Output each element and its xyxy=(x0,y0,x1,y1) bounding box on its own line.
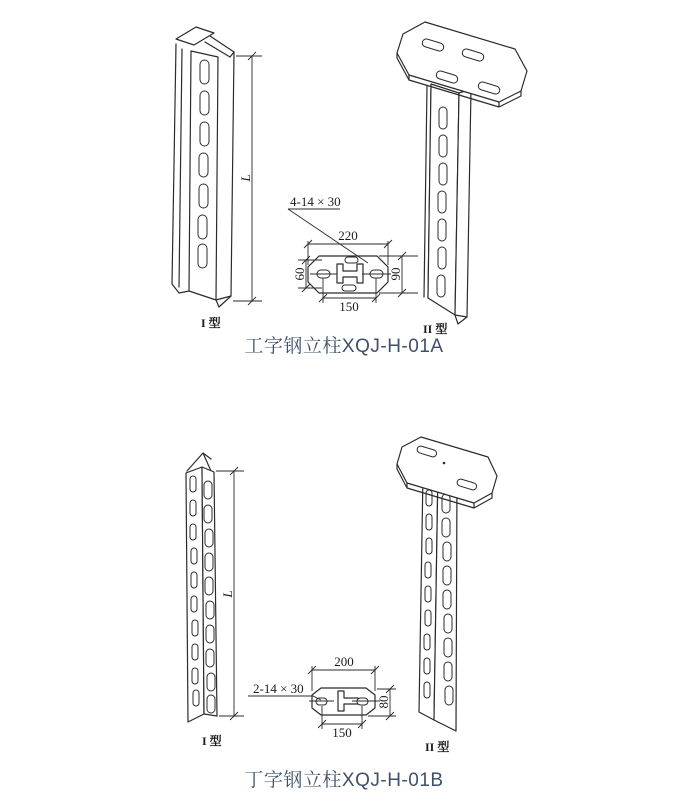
head-plate xyxy=(397,437,497,503)
dim-width-top: 200 xyxy=(334,654,354,669)
column-edge xyxy=(179,49,182,287)
figure-a-type2-column xyxy=(397,22,527,324)
figure-b-type2-label: II 型 xyxy=(425,740,450,754)
dim-height-right: 80 xyxy=(376,695,391,709)
plate-center-mark xyxy=(443,462,446,465)
figure-a-length-dimension xyxy=(233,52,262,305)
figure-a-type1-column xyxy=(172,27,234,307)
dim-spacing-left: 60 xyxy=(292,267,307,281)
dim-height-right: 90 xyxy=(388,267,403,281)
leader-line xyxy=(248,696,321,700)
dim-spacing-bottom: 150 xyxy=(339,299,359,314)
figure-b-type2-column xyxy=(397,437,497,731)
bolt-holes-note: 4-14 × 30 xyxy=(290,194,341,209)
length-dim-label: L xyxy=(220,590,235,598)
bolt-holes-note: 2-14 × 30 xyxy=(253,681,304,696)
column-edge xyxy=(172,44,176,284)
figure-a-type1-label: I 型 xyxy=(201,316,221,330)
figure-b-caption: 丁字钢立柱XQJ-H-01B xyxy=(244,770,444,791)
figure-b-type1-label: I 型 xyxy=(202,734,222,748)
right-flange-edge xyxy=(230,52,234,296)
top-flange-slope xyxy=(205,36,234,57)
figure-b xyxy=(186,437,497,754)
length-dim-label: L xyxy=(238,174,253,182)
figure-b-type1-column xyxy=(186,453,217,722)
figure-a-caption: 工字钢立柱XQJ-H-01A xyxy=(244,336,444,357)
dim-width-top: 220 xyxy=(338,228,358,243)
head-plate xyxy=(397,22,527,102)
figure-a-type2-label: II 型 xyxy=(423,322,448,336)
top-flange-cap xyxy=(176,27,214,45)
figure-b-length-dimension xyxy=(216,467,244,720)
dim-spacing-bottom: 150 xyxy=(332,725,352,740)
figure-a-cross-section xyxy=(288,194,418,314)
figure-b-cross-section xyxy=(248,654,396,740)
figure-a xyxy=(172,22,527,336)
